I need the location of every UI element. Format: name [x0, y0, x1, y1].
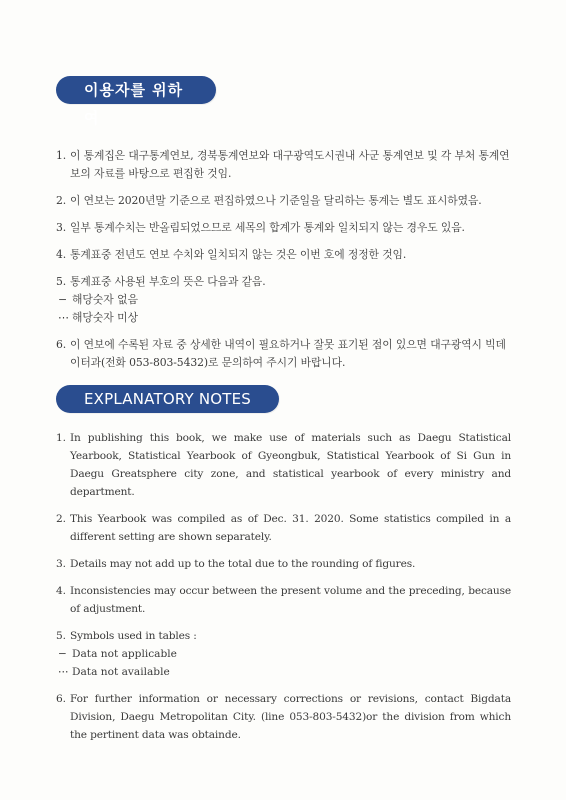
korean-header-text: 이용자를 위하여	[84, 81, 184, 127]
note-number: 1.	[56, 432, 66, 444]
dash-symbol: −	[58, 293, 68, 306]
note-number: 3.	[56, 558, 66, 570]
symbol-meaning: 해당숫자 미상	[72, 311, 139, 324]
note-text: In publishing this book, we make use of materials such as Daegu Statistical Yearbook, Statistical Yearbook of Gyeongbuk, Statistical Yearbook of Si Gun in Daegu Greatsphere city zone, and statistical yearbook of every ministry and department.	[70, 432, 511, 498]
ellipsis-symbol: ⋯	[58, 311, 69, 324]
note-number: 4.	[56, 585, 66, 597]
korean-note-3	[56, 219, 511, 237]
note-text: 이 연보에 수록된 자료 중 상세한 내역이 필요하거나 잘못 표기된 점이 있으면 대구광역시 빅데이터과(전화 053-803-5432)로 문의하여 주시기 바랍니다.	[70, 338, 506, 369]
dash-symbol: −	[58, 648, 67, 660]
english-symbol-not-applicable	[56, 645, 511, 663]
korean-note-6	[56, 336, 511, 372]
english-section-header	[56, 385, 279, 413]
note-text: Inconsistencies may occur between the present volume and the preceding, because of adjustment.	[70, 585, 511, 615]
korean-notes-section	[56, 76, 511, 381]
symbol-meaning: 해당숫자 없음	[72, 293, 139, 306]
korean-note-2	[56, 192, 511, 210]
symbol-meaning: Data not applicable	[72, 648, 177, 660]
english-note-5	[56, 627, 511, 645]
note-text: 통계표중 전년도 연보 수치와 일치되지 않는 것은 이번 호에 정정한 것임.	[70, 248, 407, 261]
korean-note-4	[56, 246, 511, 264]
note-number: 3.	[56, 221, 67, 234]
note-number: 2.	[56, 513, 66, 525]
note-text: 일부 통계수치는 반올림되었으므로 세목의 합계가 통계와 일치되지 않는 경우도 있음.	[70, 221, 465, 234]
english-symbol-not-available	[56, 663, 511, 681]
english-note-1	[56, 429, 511, 501]
english-note-2	[56, 510, 511, 546]
note-number: 5.	[56, 630, 66, 642]
note-number: 1.	[56, 149, 67, 162]
korean-note-5	[56, 273, 511, 291]
english-note-6	[56, 690, 511, 744]
english-notes-section	[56, 385, 511, 753]
korean-symbol-not-applicable	[56, 291, 511, 309]
note-text: Details may not add up to the total due to the rounding of figures.	[70, 558, 416, 570]
note-number: 2.	[56, 194, 67, 207]
korean-notes-list	[56, 147, 511, 372]
note-number: 5.	[56, 275, 67, 288]
korean-section-header	[56, 76, 216, 127]
note-text: Symbols used in tables :	[70, 630, 197, 642]
symbol-meaning: Data not available	[72, 666, 170, 678]
note-number: 6.	[56, 338, 67, 351]
english-header-text: EXPLANATORY NOTES	[84, 390, 252, 408]
korean-note-1	[56, 147, 511, 183]
english-note-3	[56, 555, 511, 573]
english-notes-list	[56, 429, 511, 744]
ellipsis-symbol: ⋯	[58, 666, 69, 678]
note-text: This Yearbook was compiled as of Dec. 31. 2020. Some statistics compiled in a different setting are shown separately.	[70, 513, 511, 543]
english-note-4	[56, 582, 511, 618]
note-number: 4.	[56, 248, 67, 261]
note-text: For further information or necessary corrections or revisions, contact Bigdata Division, Daegu Metropolitan City. (line 053-803-5432)or the division from which the pertinent data was obtainde.	[70, 693, 511, 741]
note-text: 이 통계집은 대구통계연보, 경북통계연보와 대구광역도시권내 사군 통계연보 및 각 부처 통계연보의 자료를 바탕으로 편집한 것임.	[70, 149, 510, 180]
note-text: 통계표중 사용된 부호의 뜻은 다음과 같음.	[70, 275, 266, 288]
note-number: 6.	[56, 693, 66, 705]
korean-symbol-not-available	[56, 309, 511, 327]
note-text: 이 연보는 2020년말 기준으로 편집하였으나 기준일을 달리하는 통계는 별도 표시하였음.	[70, 194, 482, 207]
